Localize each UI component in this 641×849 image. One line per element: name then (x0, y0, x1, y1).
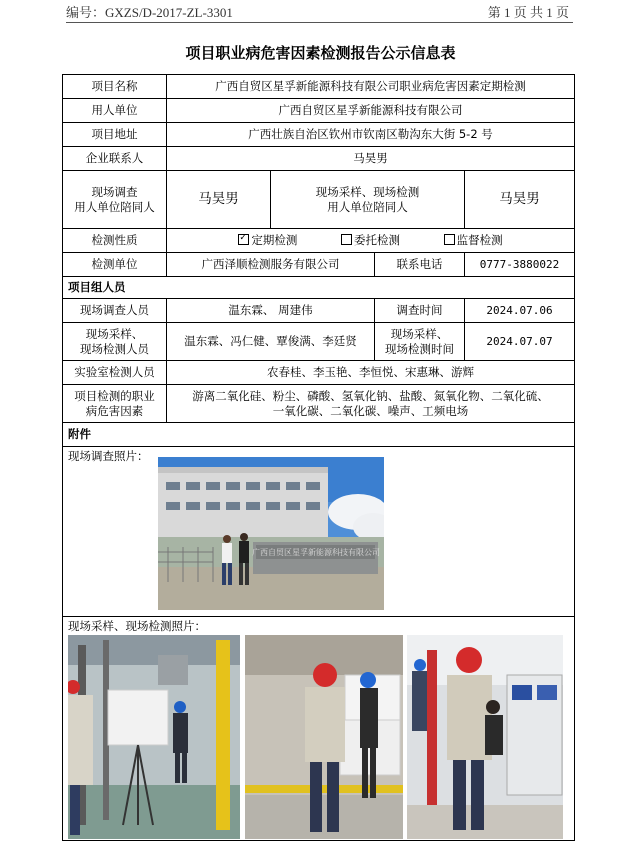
project-name-value: 广西自贸区星孚新能源科技有限公司职业病危害因素定期检测 (167, 75, 575, 99)
survey-photo-caption: 现场调查照片： (68, 449, 149, 463)
address-label: 项目地址 (63, 123, 167, 147)
nature-options (167, 229, 575, 253)
survey-photo-cell (63, 447, 575, 617)
employer-value: 广西自贸区星孚新能源科技有限公司 (167, 99, 575, 123)
team-section-header: 项目组人员 (63, 277, 575, 299)
sampling-photo-caption: 现场采样、现场检测照片： (68, 619, 206, 633)
sampling-time-label: 现场采样、 现场检测时间 (375, 323, 465, 361)
survey-time-value: 2024.07.06 (465, 299, 575, 323)
sampling-escort-label: 现场采样、现场检测 用人单位陪同人 (271, 171, 465, 229)
survey-time-label: 调查时间 (375, 299, 465, 323)
phone-value: 0777-3880022 (465, 253, 575, 277)
info-table (62, 74, 575, 841)
project-name-label: 项目名称 (63, 75, 167, 99)
page-number: 第 1 页 共 1 页 (487, 5, 569, 20)
employer-label: 用人单位 (63, 99, 167, 123)
samplers-label: 现场采样、 现场检测人员 (63, 323, 167, 361)
sampling-photo-3 (407, 635, 563, 839)
photo-building-sign: 广西自贸区星孚新能源科技有限公司 (252, 548, 380, 557)
option-supervisory[interactable]: 监督检测 (444, 233, 503, 247)
document-code: 编号：GXZS/D-2017-ZL-3301 (66, 5, 233, 20)
survey-escort-label: 现场调查 用人单位陪同人 (63, 171, 167, 229)
sampling-time-value: 2024.07.07 (465, 323, 575, 361)
page-title: 项目职业病危害因素检测报告公示信息表 (185, 44, 456, 62)
lab-staff-value: 农春桂、李玉艳、李恒悦、宋惠琳、游辉 (167, 361, 575, 385)
contact-value: 马昊男 (167, 147, 575, 171)
hazards-value: 游离二氧化硅、粉尘、磷酸、氢氧化钠、盐酸、氮氧化物、二氧化硫、 一氧化碳、二氧化碳、噪声、工频电场 (167, 385, 575, 423)
surveyors-label: 现场调查人员 (63, 299, 167, 323)
address-value: 广西壮族自治区钦州市钦南区勒沟东大街 5-2 号 (167, 123, 575, 147)
checkbox-checked-icon[interactable] (238, 234, 249, 245)
option-periodic[interactable]: ✓ 定期检测 (238, 233, 297, 247)
sampling-photo-2 (245, 635, 403, 839)
nature-label: 检测性质 (63, 229, 167, 253)
surveyors-value: 温东霖、 周建伟 (167, 299, 375, 323)
header-rule (66, 22, 573, 23)
samplers-value: 温东霖、冯仁健、覃俊满、李廷贤 (167, 323, 375, 361)
checkbox-empty-icon[interactable] (341, 234, 352, 245)
survey-escort-value: 马昊男 (167, 171, 271, 229)
lab-staff-label: 实验室检测人员 (63, 361, 167, 385)
option-commissioned[interactable]: 委托检测 (341, 233, 400, 247)
phone-label: 联系电话 (375, 253, 465, 277)
checkbox-empty-icon[interactable] (444, 234, 455, 245)
hazards-label: 项目检测的职业 病危害因素 (63, 385, 167, 423)
survey-photo (158, 457, 384, 610)
lab-value: 广西泽顺检测服务有限公司 (167, 253, 375, 277)
sampling-photo-1 (68, 635, 240, 839)
lab-label: 检测单位 (63, 253, 167, 277)
sampling-photo-cell (63, 617, 575, 841)
sampling-escort-value: 马昊男 (465, 171, 575, 229)
attachment-section-header: 附件 (63, 423, 575, 447)
contact-label: 企业联系人 (63, 147, 167, 171)
